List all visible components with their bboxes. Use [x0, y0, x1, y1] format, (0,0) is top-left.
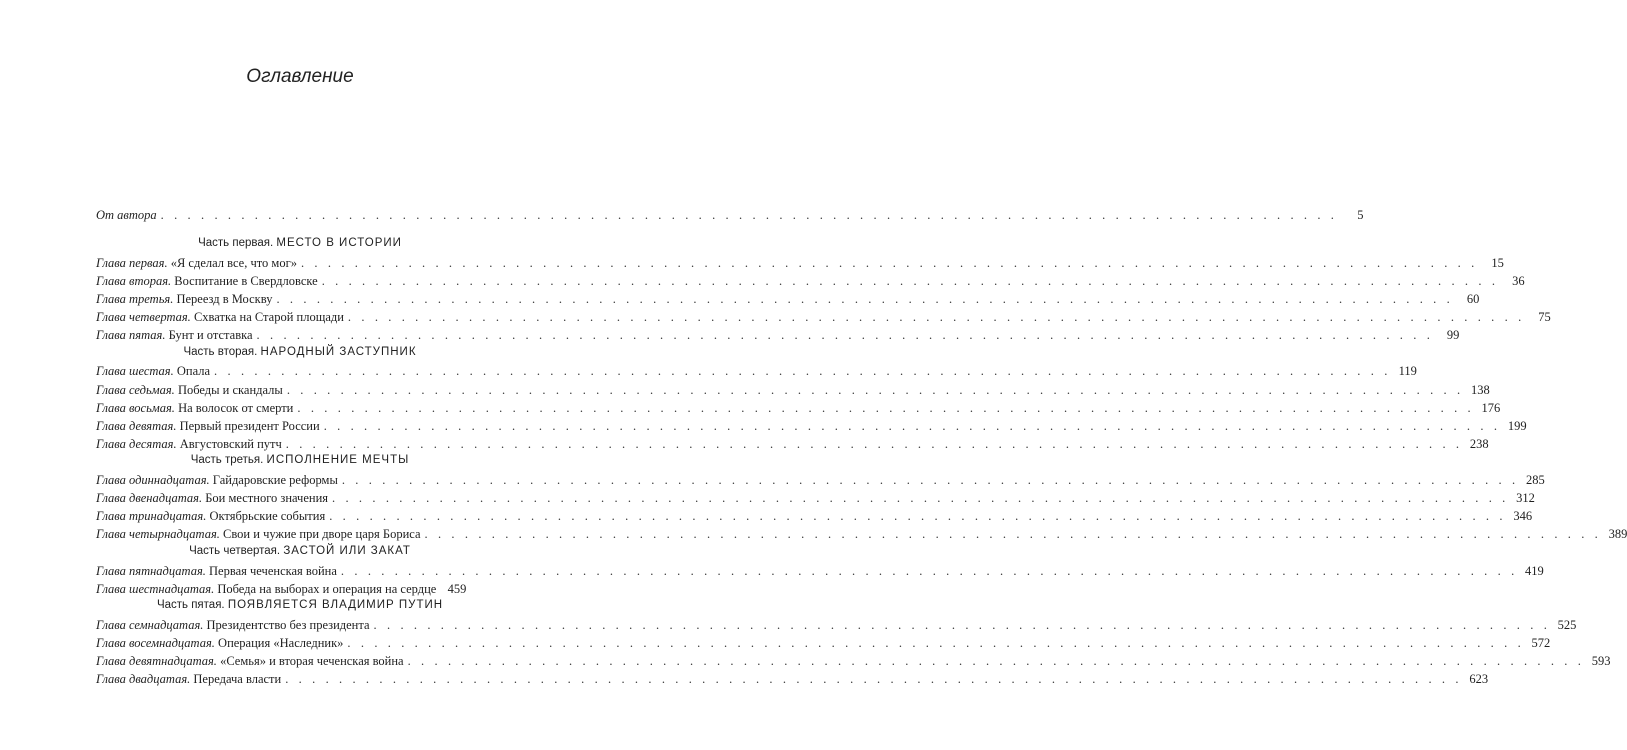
chapter-label: Глава тринадцатая.: [96, 509, 207, 523]
page-number: 623: [1469, 672, 1489, 686]
chapter-title: На волосок от смерти: [178, 401, 294, 415]
dot-leader: . . . . . . . . . . . . . . . . . . . . . . . . . . . . . . . . . . . . . . . . . . . . . . . . . . . . . . . . . . . . . . . . . . . . . . . . . . . . . . . . . . . . . . . .: [329, 509, 1507, 523]
dot-leader: . . . . . . . . . . . . . . . . . . . . . . . . . . . . . . . . . . . . . . . . . . . . . . . . . . . . . . . . . . . . . . . . . . . . . . . . . . . . . . . . . . . . . . . .: [297, 401, 1475, 415]
chapter-title: Победы и скандалы: [177, 383, 283, 397]
part-label: Часть четвертая.: [189, 545, 281, 557]
chapter-label: Глава двенадцатая.: [96, 491, 203, 505]
chapter-label: Глава восьмая.: [96, 401, 175, 415]
dot-leader: . . . . . . . . . . . . . . . . . . . . . . . . . . . . . . . . . . . . . . . . . . . . . . . . . . . . . . . . . . . . . . . . . . . . . . . . . . . . . . . . . . . . . . . .: [286, 383, 1464, 397]
toc-entry[interactable]: [96, 418, 1527, 434]
chapter-title: Бои местного значения: [205, 491, 329, 505]
chapter-label: Глава четвертая.: [96, 310, 191, 324]
page-number: 36: [1512, 274, 1525, 288]
chapter-label: Глава третья.: [96, 292, 174, 306]
chapter-label: Глава вторая.: [96, 274, 172, 288]
chapter-title: Августовский путч: [179, 437, 282, 451]
entry-label: От автора: [96, 208, 157, 222]
page-number: 389: [1608, 527, 1627, 541]
page-number: 285: [1525, 473, 1545, 487]
chapter-label: Глава шестая.: [96, 364, 174, 378]
part-label: Часть вторая.: [183, 346, 258, 358]
page-number: 525: [1557, 618, 1577, 632]
page-number: 459: [447, 582, 467, 596]
page-number: 60: [1466, 292, 1480, 306]
chapter-title: Октябрьские события: [209, 509, 326, 523]
dot-leader: . . . . . . . . . . . . . . . . . . . . . . . . . . . . . . . . . . . . . . . . . . . . . . . . . . . . . . . . . . . . . . . . . . . . . . . . . . . . . . . . . . . . . . . .: [214, 364, 1391, 378]
chapter-title: Первая чеченская война: [209, 564, 337, 578]
toc-entry[interactable]: [96, 490, 1535, 506]
part-label: Часть третья.: [190, 454, 264, 466]
part-heading-1: [0, 237, 600, 249]
dot-leader: . . . . . . . . . . . . . . . . . . . . . . . . . . . . . . . . . . . . . . . . . . . . . . . . . . . . . . . . . . . . . . . . . . . . . . . . . . . . . . . . . . . . . . . .: [340, 564, 1518, 578]
toc-entry[interactable]: [96, 309, 1551, 325]
part-heading-4: [0, 545, 600, 557]
chapter-title: Гайдаровские реформы: [212, 473, 338, 487]
chapter-title: «Семья» и вторая чеченская война: [220, 654, 404, 668]
chapter-label: Глава десятая.: [96, 437, 177, 451]
part-name: ИСПОЛНЕНИЕ МЕЧТЫ: [266, 454, 410, 466]
chapter-label: Глава первая.: [96, 256, 168, 270]
chapter-label: Глава восемнадцатая.: [96, 636, 215, 650]
chapter-label: Глава девятая.: [96, 419, 177, 433]
toc-entry[interactable]: [96, 563, 1544, 579]
dot-leader: . . . . . . . . . . . . . . . . . . . . . . . . . . . . . . . . . . . . . . . . . . . . . . . . . . . . . . . . . . . . . . . . . . . . . . . . . . . . . . . . . . . . . . . .: [276, 292, 1454, 306]
chapter-label: Глава девятнадцатая.: [96, 654, 217, 668]
chapter-label: Глава семнадцатая.: [96, 618, 204, 632]
dot-leader: . . . . . . . . . . . . . . . . . . . . . . . . . . . . . . . . . . . . . . . . . . . . . . . . . . . . . . . . . . . . . . . . . . . . . . . . . . . . . . . . . . . . . . . .: [341, 473, 1519, 487]
dot-leader: . . . . . . . . . . . . . . . . . . . . . . . . . . . . . . . . . . . . . . . . . . . . . . . . . . . . . . . . . . . . . . . . . . . . . . . . . . . . . . . . . . . . . . . .: [256, 328, 1434, 342]
toc-entry[interactable]: [96, 382, 1490, 398]
chapter-title: Президентство без президента: [206, 618, 370, 632]
chapter-title: Операция «Наследник»: [218, 636, 344, 650]
dot-leader: . . . . . . . . . . . . . . . . . . . . . . . . . . . . . . . . . . . . . . . . . . . . . . . . . . . . . . . . . . . . . . . . . . . . . . . . . . . . . . . . . . . . . . . .: [407, 654, 1585, 668]
toc-entry[interactable]: [96, 327, 1460, 343]
chapter-title: Передача власти: [193, 672, 282, 686]
page-number: 119: [1398, 364, 1417, 378]
dot-leader: . . . . . . . . . . . . . . . . . . . . . . . . . . . . . . . . . . . . . . . . . . . . . . . . . . . . . . . . . . . . . . . . . . . . . . . . . . . . . . . . . . . . . . . .: [160, 208, 1338, 222]
page-number: 346: [1513, 509, 1533, 523]
toc-entry[interactable]: [96, 363, 1417, 379]
dot-leader: . . . . . . . . . . . . . . . . . . . . . . . . . . . . . . . . . . . . . . . . . . . . . . . . . . . . . . . . . . . . . . . . . . . . . . . . . . . . . . . . . . . . . . . .: [285, 437, 1463, 451]
page-number: 176: [1481, 401, 1501, 415]
chapter-title: Схватка на Старой площади: [193, 310, 344, 324]
chapter-label: Глава пятнадцатая.: [96, 564, 206, 578]
page-number: 312: [1516, 491, 1535, 505]
dot-leader: . . . . . . . . . . . . . . . . . . . . . . . . . . . . . . . . . . . . . . . . . . . . . . . . . . . . . . . . . . . . . . . . . . . . . . . . . . . . . . . . . . . . . . . .: [323, 419, 1501, 433]
dot-leader: . . . . . . . . . . . . . . . . . . . . . . . . . . . . . . . . . . . . . . . . . . . . . . . . . . . . . . . . . . . . . . . . . . . . . . . . . . . . . . . . . . . . . . . .: [373, 618, 1551, 632]
toc-entry[interactable]: [96, 255, 1504, 271]
toc-entry[interactable]: [96, 291, 1480, 307]
part-heading-2: [0, 346, 600, 358]
chapter-title: Свои и чужие при дворе царя Бориса: [223, 527, 421, 541]
page-number: 238: [1469, 437, 1489, 451]
page-number: 99: [1446, 328, 1460, 342]
page-number: 419: [1525, 564, 1544, 578]
part-name: ПОЯВЛЯЕТСЯ ВЛАДИМИР ПУТИН: [227, 599, 444, 611]
part-name: МЕСТО В ИСТОРИИ: [276, 237, 402, 249]
chapter-title: Первый президент России: [179, 419, 320, 433]
toc-entry[interactable]: [96, 653, 1611, 669]
part-heading-3: [0, 454, 600, 466]
toc-entry[interactable]: [96, 436, 1489, 452]
part-heading-5: [0, 599, 600, 611]
dot-leader: . . . . . . . . . . . . . . . . . . . . . . . . . . . . . . . . . . . . . . . . . . . . . . . . . . . . . . . . . . . . . . . . . . . . . . . . . . . . . . . . . . . . . . . .: [300, 256, 1478, 270]
chapter-label: Глава пятая.: [96, 328, 166, 342]
chapter-label: Глава двадцатая.: [96, 672, 191, 686]
toc-entry[interactable]: [96, 526, 1627, 542]
dot-leader: . . . . . . . . . . . . . . . . . . . . . . . . . . . . . . . . . . . . . . . . . . . . . . . . . . . . . . . . . . . . . . . . . . . . . . . . . . . . . . . . . . . . . . . .: [347, 310, 1525, 324]
toc-entry[interactable]: [96, 617, 1577, 633]
chapter-title: Победа на выборах и операция на сердце: [217, 582, 437, 596]
part-label: Часть пятая.: [156, 599, 225, 611]
page-number: 572: [1531, 636, 1551, 650]
toc-entry[interactable]: [96, 400, 1501, 416]
part-label: Часть первая.: [198, 237, 274, 249]
page-number: 75: [1538, 310, 1551, 324]
page-number: 15: [1491, 256, 1504, 270]
toc-entry[interactable]: [96, 472, 1545, 488]
chapter-label: Глава шестнадцатая.: [96, 582, 215, 596]
toc-entry[interactable]: [96, 508, 1533, 524]
chapter-label: Глава одиннадцатая.: [96, 473, 210, 487]
chapter-title: Воспитание в Свердловске: [174, 274, 318, 288]
chapter-title: «Я сделал все, что мог»: [170, 256, 297, 270]
part-name: НАРОДНЫЙ ЗАСТУПНИК: [260, 346, 417, 358]
dot-leader: . . . . . . . . . . . . . . . . . . . . . . . . . . . . . . . . . . . . . . . . . . . . . . . . . . . . . . . . . . . . . . . . . . . . . . . . . . . . . . . . . . . . . . . .: [285, 672, 1463, 686]
toc-entry-author[interactable]: [96, 207, 1364, 223]
part-name: ЗАСТОЙ ИЛИ ЗАКАТ: [283, 545, 411, 557]
dot-leader: . . . . . . . . . . . . . . . . . . . . . . . . . . . . . . . . . . . . . . . . . . . . . . . . . . . . . . . . . . . . . . . . . . . . . . . . . . . . . . . . . . . . . . . .: [332, 491, 1509, 505]
dot-leader: . . . . . . . . . . . . . . . . . . . . . . . . . . . . . . . . . . . . . . . . . . . . . . . . . . . . . . . . . . . . . . . . . . . . . . . . . . . . . . . . . . . . . . . .: [424, 527, 1602, 541]
toc-entry[interactable]: [96, 273, 1525, 289]
page-number: 199: [1507, 419, 1527, 433]
page-number: 5: [1357, 208, 1364, 222]
chapter-title: Переезд в Москву: [176, 292, 273, 306]
dot-leader: . . . . . . . . . . . . . . . . . . . . . . . . . . . . . . . . . . . . . . . . . . . . . . . . . . . . . . . . . . . . . . . . . . . . . . . . . . . . . . . . . . . . . . . .: [347, 636, 1525, 650]
page-title: Оглавление: [246, 66, 354, 87]
chapter-title: Опала: [176, 364, 211, 378]
page-number: 593: [1591, 654, 1611, 668]
page-number: 138: [1470, 383, 1490, 397]
toc-entry[interactable]: [96, 671, 1489, 687]
chapter-title: Бунт и отставка: [168, 328, 253, 342]
dot-leader: . . . . . . . . . . . . . . . . . . . . . . . . . . . . . . . . . . . . . . . . . . . . . . . . . . . . . . . . . . . . . . . . . . . . . . . . . . . . . . . . . . . . . . . .: [321, 274, 1499, 288]
toc-entry[interactable]: [96, 581, 467, 597]
toc-entry[interactable]: [96, 635, 1551, 651]
chapter-label: Глава седьмая.: [96, 383, 175, 397]
chapter-label: Глава четырнадцатая.: [96, 527, 220, 541]
